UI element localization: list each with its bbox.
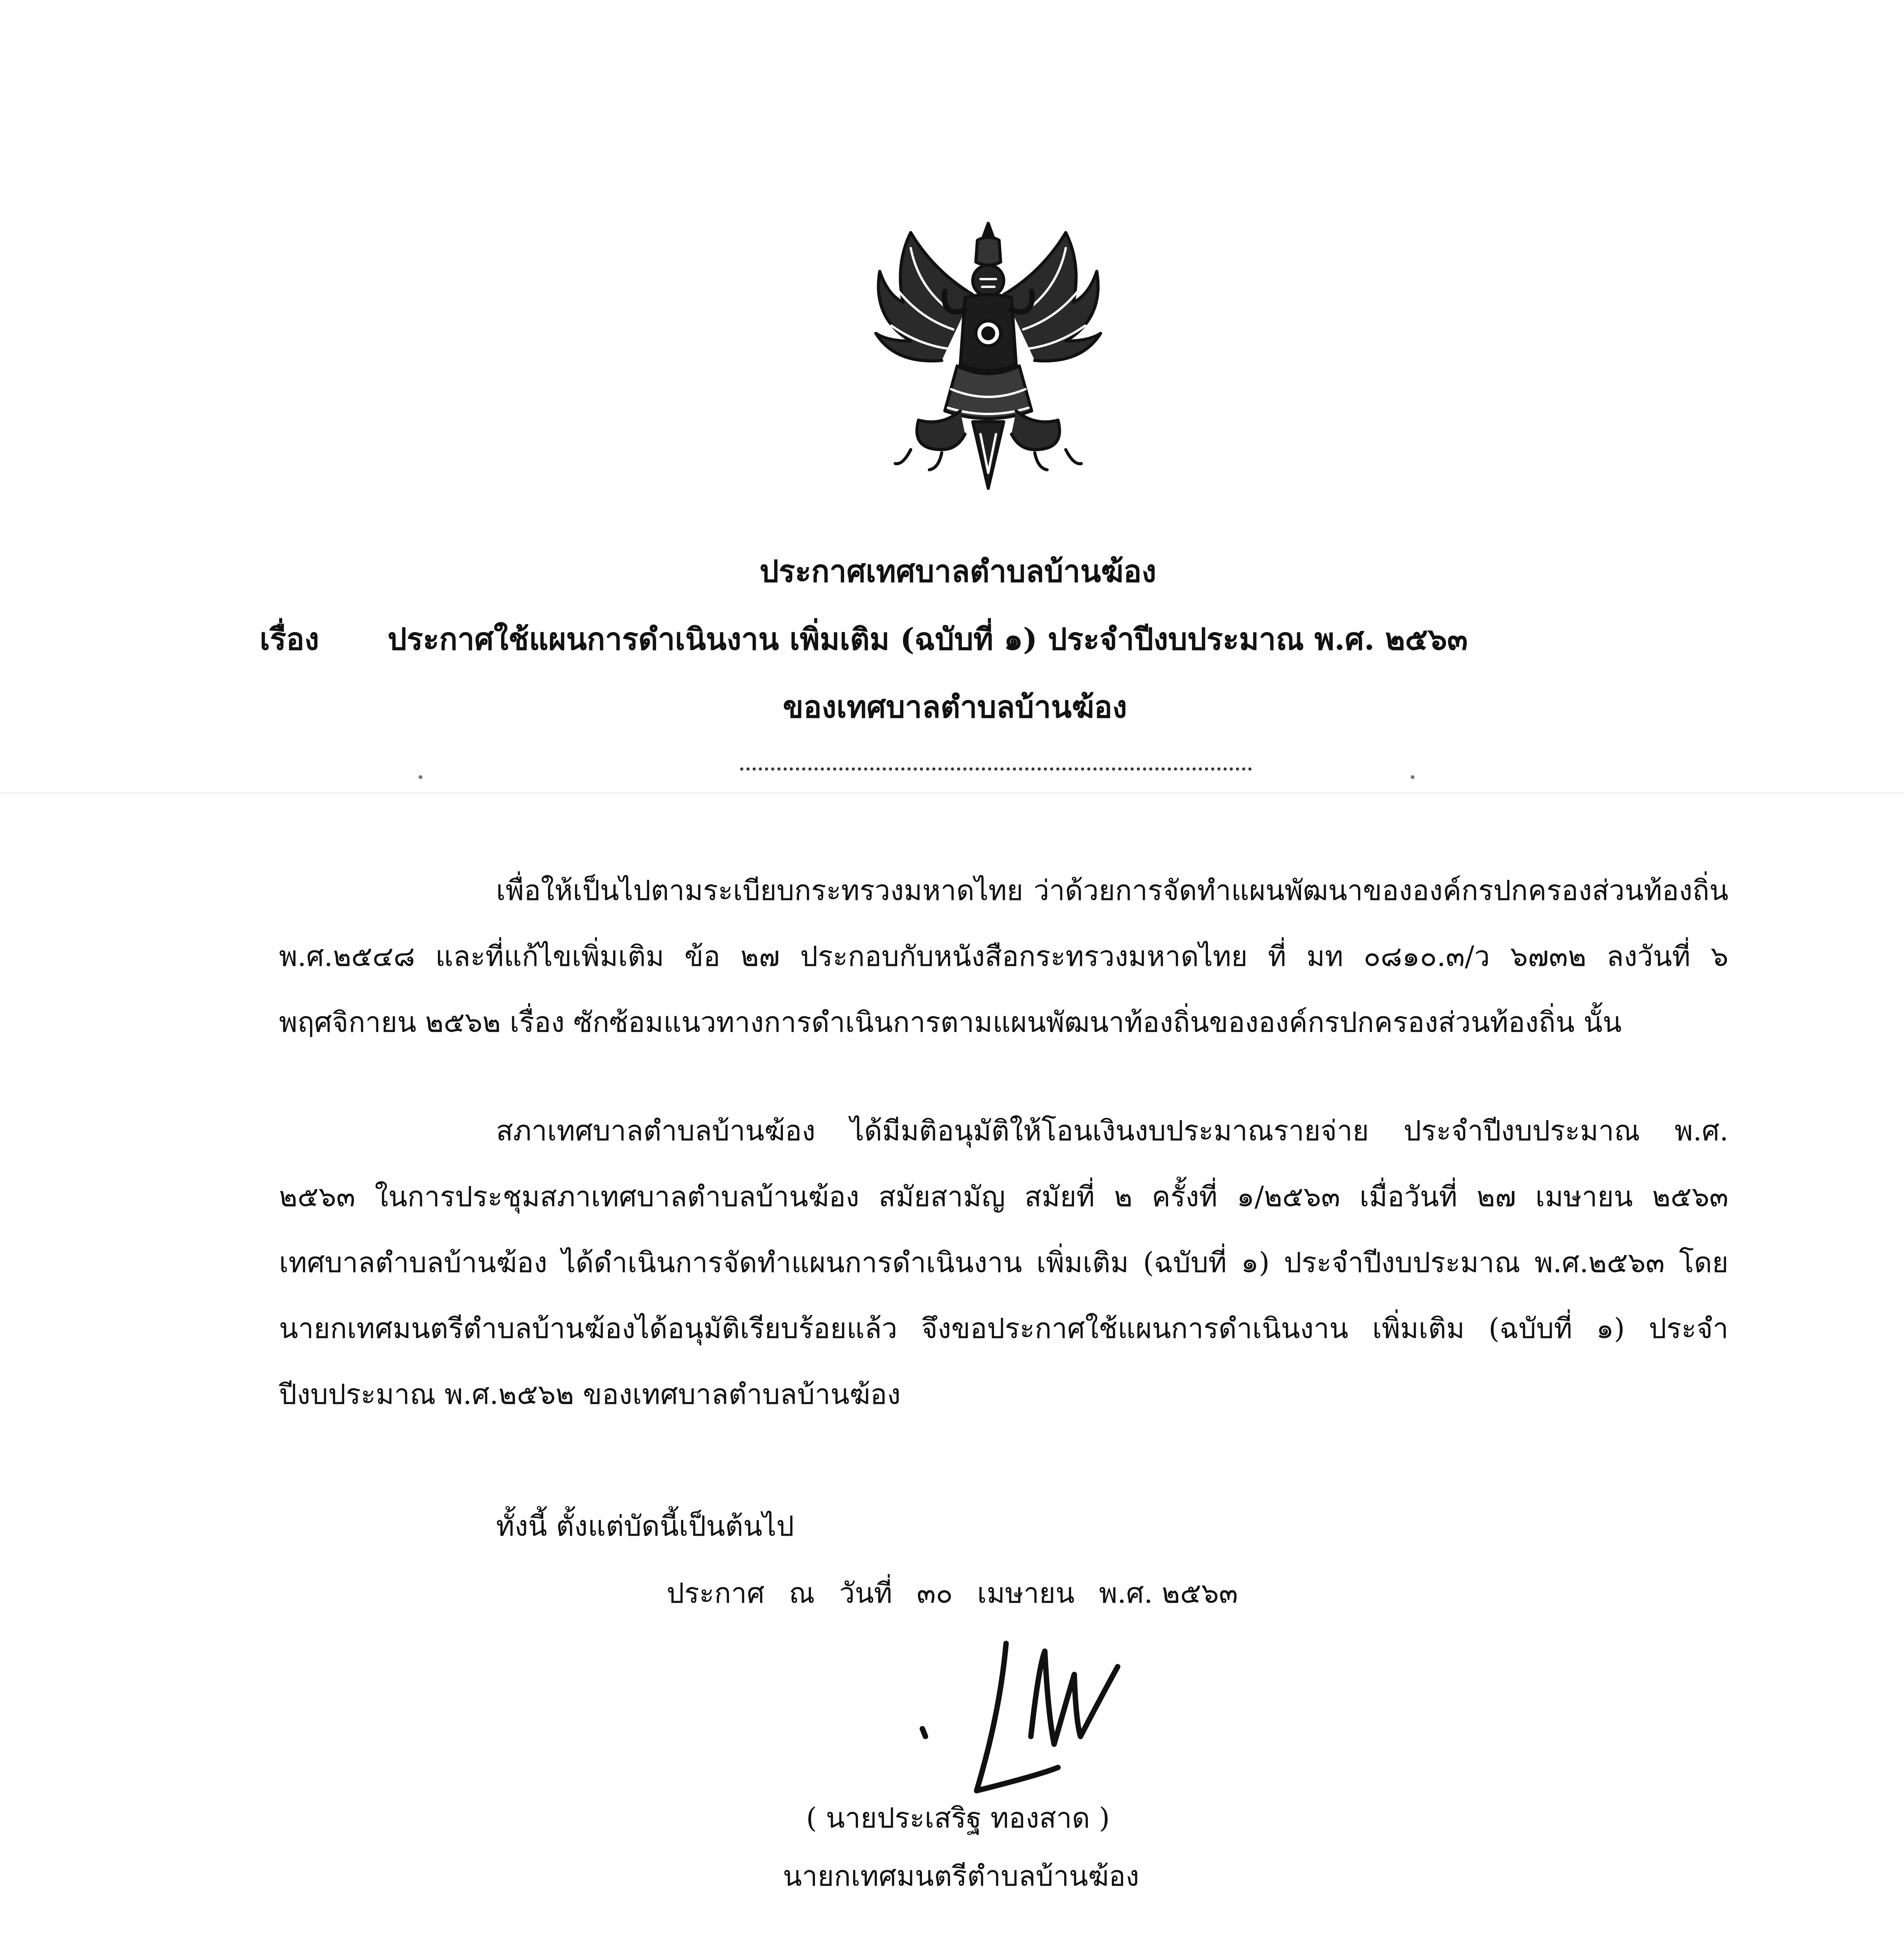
announce-at: ณ xyxy=(789,1577,815,1609)
announcement-issuer: ของเทศบาลตำบลบ้านฆ้อง xyxy=(783,690,1127,725)
scan-speck xyxy=(1411,775,1415,779)
handwritten-signature xyxy=(915,1620,1155,1822)
dotted-divider xyxy=(740,767,1252,771)
subject-text: ประกาศใช้แผนการดำเนินงาน เพิ่มเติม (ฉบับที่ ๑) ประจำปีงบประมาณ พ.ศ. ๒๕๖๓ xyxy=(388,622,1468,657)
announcement-title: ประกาศเทศบาลตำบลบ้านฆ้อง xyxy=(760,554,1156,589)
garuda-emblem-icon xyxy=(864,217,1112,496)
announcement-subject xyxy=(260,620,1468,659)
scan-speck xyxy=(419,775,422,779)
announce-year: พ.ศ. ๒๕๖๓ xyxy=(1099,1577,1238,1609)
body-paragraph-3: ทั้งนี้ ตั้งแต่บัดนี้เป็นต้นไป xyxy=(496,1510,794,1542)
subject-label: เรื่อง xyxy=(260,622,319,657)
announce-month: เมษายน xyxy=(977,1577,1075,1609)
body-paragraph-2: สภาเทศบาลตำบลบ้านฆ้อง ได้มีมติอนุมัติให้โอนเงินงบประมาณรายจ่าย ประจำปีงบประมาณ พ.ศ. ๒๕๖๓ ในการประชุมสภาเทศบาลตำบลบ้านฆ้อง สมัยสามัญ สมัยที่ ๒ ครั้งที่ ๑/๒๕๖๓ เมื่อวันที่ ๒๗ เมษายน ๒๕๖๓ เทศบาลตำบลบ้านฆ้อง ได้ดำเนินการจัดทำแผนการดำเนินงาน เพิ่มเติม (ฉบับที่ ๑) ประจำปีงบประมาณ พ.ศ.๒๕๖๓ โดยนายกเทศมนตรีตำบลบ้านฆ้องได้อนุมัติเรียบร้อยแล้ว จึงขอประกาศใช้แผนการดำเนินงาน เพิ่มเติม (ฉบับที่ ๑) ประจำปีงบประมาณ พ.ศ.๒๕๖๒ ของเทศบาลตำบลบ้านฆ้อง xyxy=(279,1114,1728,1410)
signatory-position: นายกเทศมนตรีตำบลบ้านฆ้อง xyxy=(783,1860,1139,1892)
announce-day: ๓๐ xyxy=(917,1577,953,1609)
announce-date-label: วันที่ xyxy=(839,1577,893,1609)
announcement-date xyxy=(667,1574,1253,1612)
signatory-name: ( นายประเสริฐ ทองสาด ) xyxy=(806,1802,1110,1834)
body-paragraph-1: เพื่อให้เป็นไปตามระเบียบกระทรวงมหาดไทย ว่าด้วยการจัดทำแผนพัฒนาขององค์กรปกครองส่วนท้องถิ่น พ.ศ.๒๕๔๘ และที่แก้ไขเพิ่มเติม ข้อ ๒๗ ประกอบกับหนังสือกระทรวงมหาดไทย ที่ มท ๐๘๑๐.๓/ว ๖๗๓๒ ลงวันที่ ๖ พฤศจิกายน ๒๕๖๒ เรื่อง ซักซ้อมแนวทางการดำเนินการตามแผนพัฒนาท้องถิ่นขององค์กรปกครองส่วนท้องถิ่น นั้น xyxy=(279,874,1728,1038)
announce-label: ประกาศ xyxy=(667,1577,765,1609)
